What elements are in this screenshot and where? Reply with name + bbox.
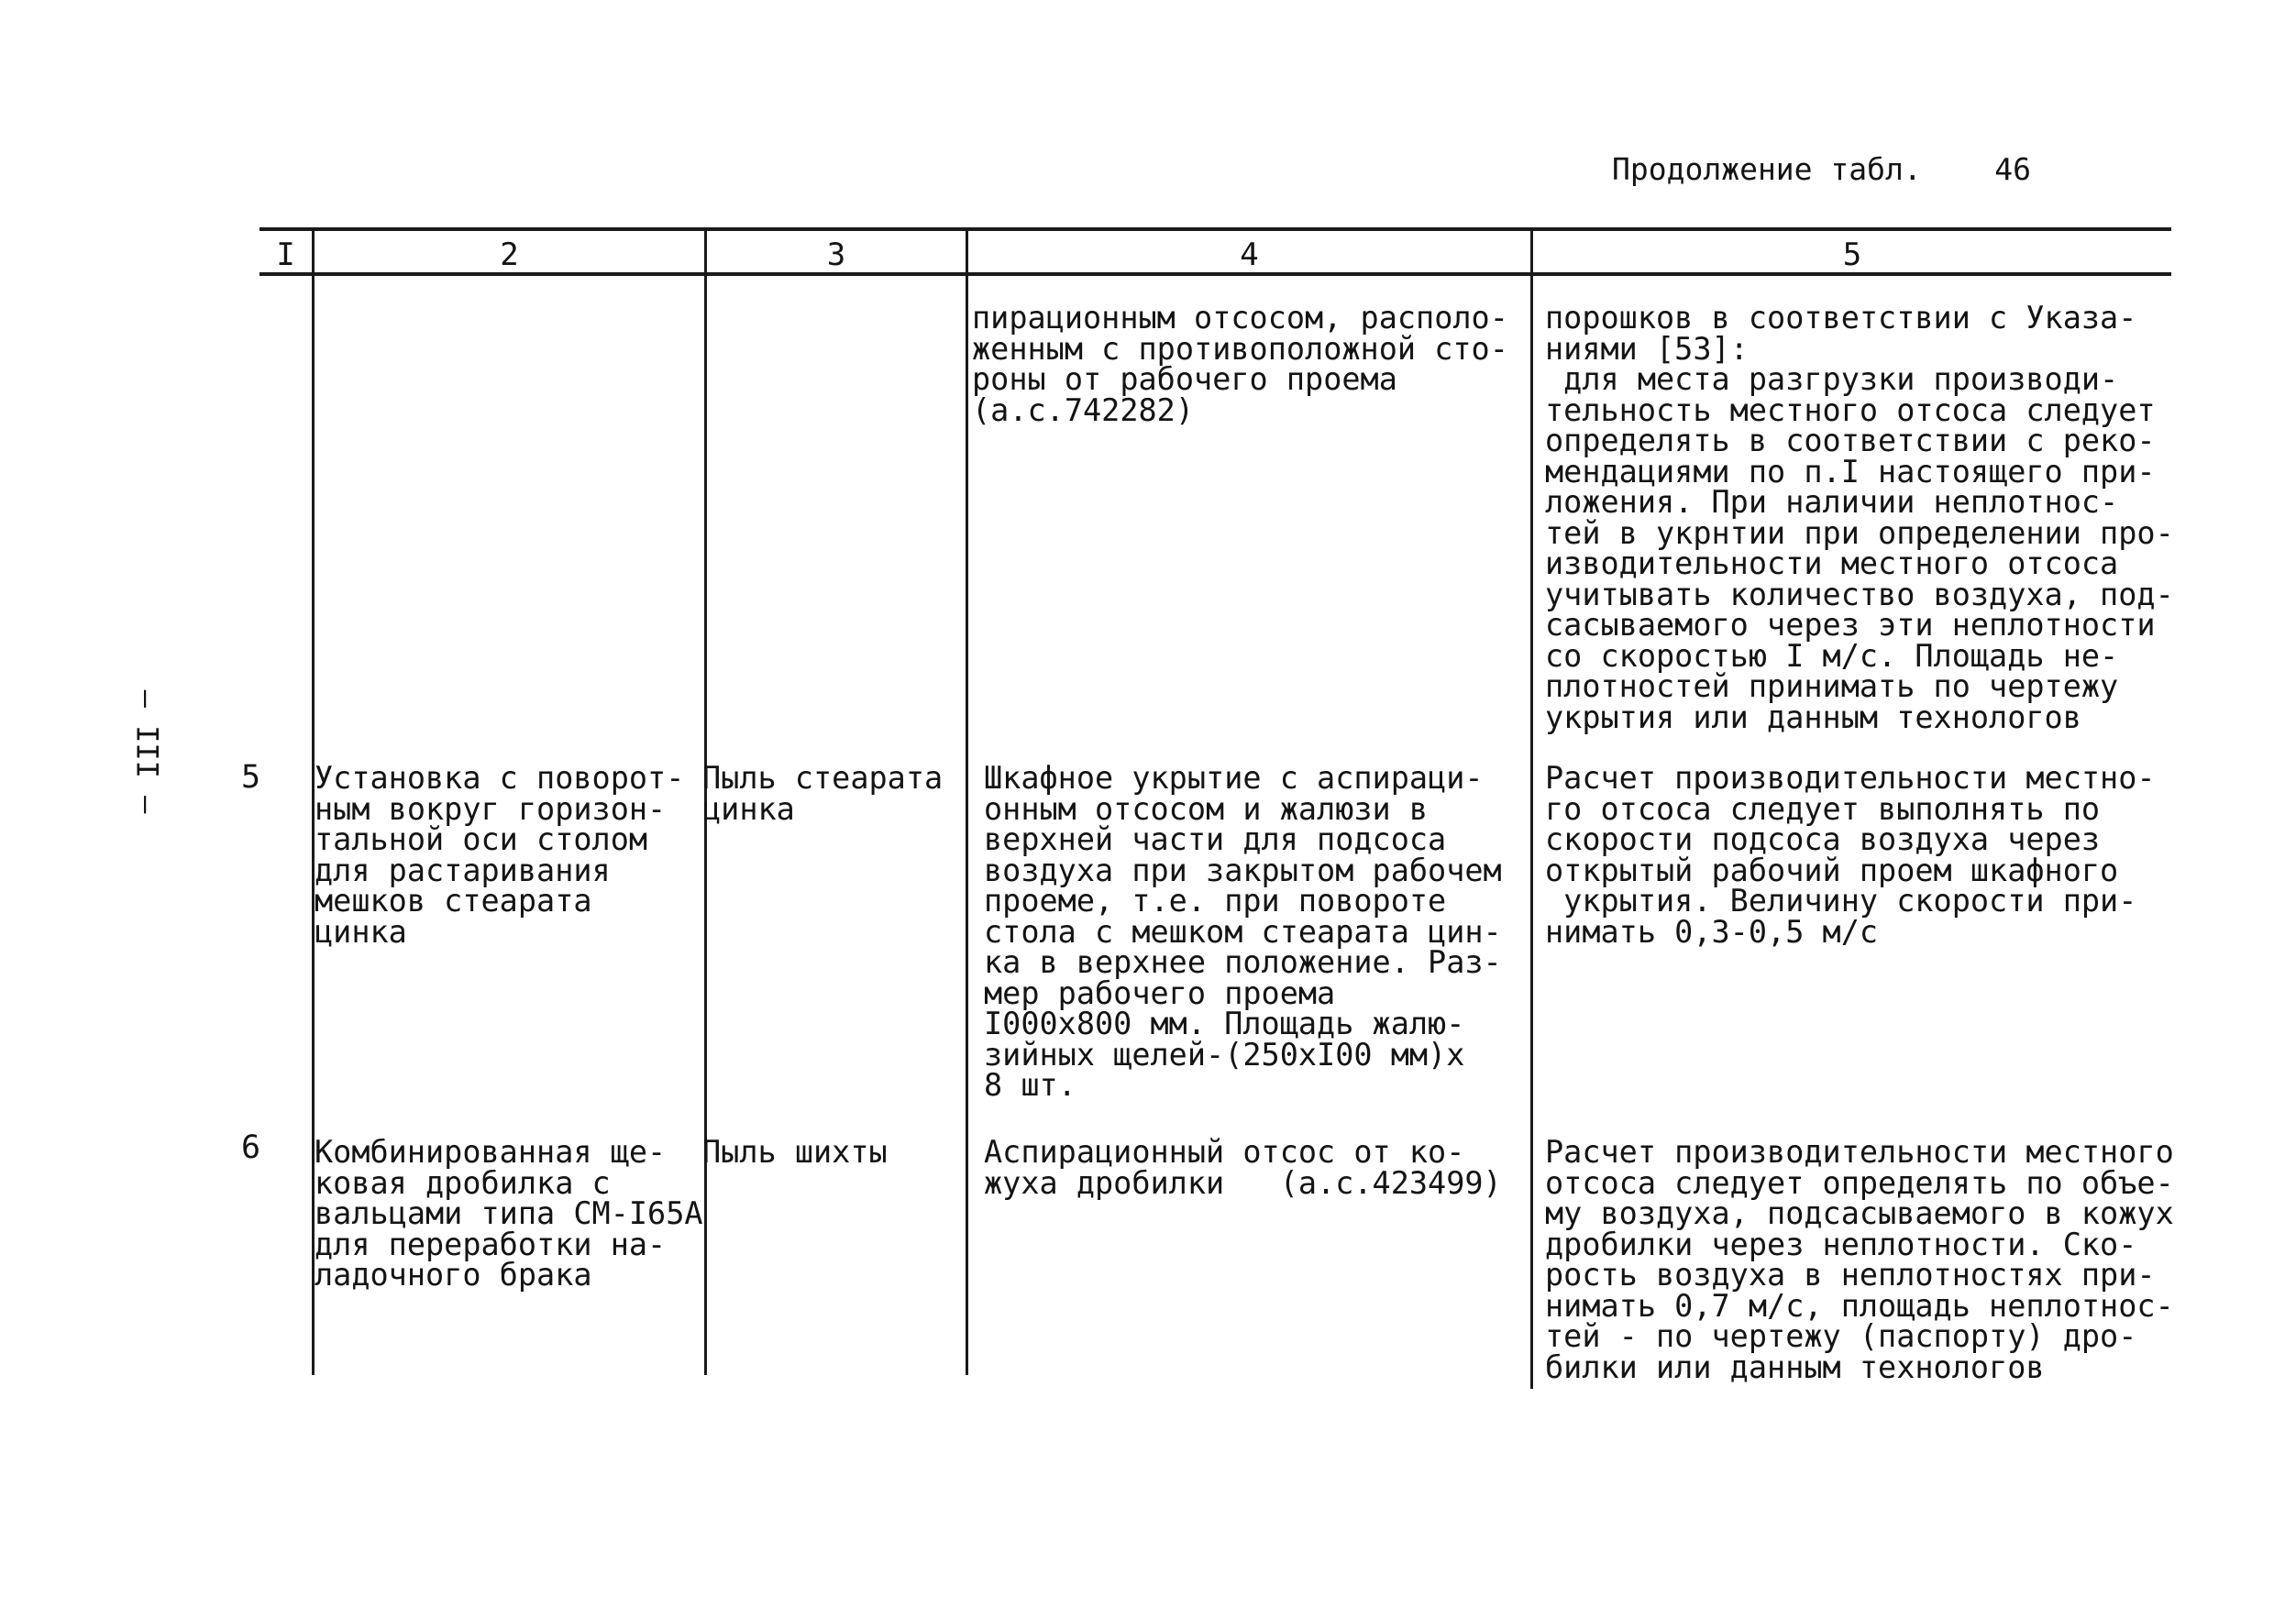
side-page-number-text: — III — xyxy=(129,689,165,814)
row2-col4-text: Шкафное укрытие с аспираци- онным отсосом и жалюзи в верхней части для подсоса воздуха при закрытом рабочем проеме, т.е. при повороте стола с мешком стеарата цин- ка в верхнее положение. Раз- мер рабочего проема I000x800 мм. Площадь жалю- зийных щелей-(250xI00 мм)x 8 шт. xyxy=(984,760,1502,1103)
row3-col4-text: Аспирационный отсос от ко- жуха дробилки (а.с.423499) xyxy=(984,1134,1502,1201)
row3-col2-text: Комбинированная ще- ковая дробилка с вальцами типа СМ-I65А для переработки на- ладочного брака xyxy=(315,1134,703,1293)
table-top-rule xyxy=(259,227,2171,231)
row3-number: 6 xyxy=(241,1129,261,1166)
header-col-1: I xyxy=(276,237,295,273)
row2-col2-text: Установка с поворот- ным вокруг горизон- тальной оси столом для растаривания мешков стеарата цинка xyxy=(315,760,685,950)
header-col-4: 4 xyxy=(1240,237,1259,273)
row2-col5-text: Расчет производительности местно- го отсоса следует выполнять по скорости подсоса воздуха через открытый рабочий проем шкафного укрытия. Величину скорости при- нимать 0,3-0,5 м/с xyxy=(1545,760,2156,950)
header-col-3: 3 xyxy=(826,237,846,273)
table-continuation-caption xyxy=(1612,151,2031,187)
row3-col3-text: Пыль шихты xyxy=(702,1134,888,1170)
header-col-2: 2 xyxy=(500,237,519,273)
row2-col3-text: Пыль стеарата цинка xyxy=(702,760,944,827)
side-page-number xyxy=(128,674,165,830)
row2-number: 5 xyxy=(241,759,261,796)
column-divider-4 xyxy=(1530,229,1533,1389)
column-divider-3 xyxy=(966,229,968,1375)
row1-col5-text: порошков в соответствии с Указа- ниями [53]: для места разгрузки производи- тельность местного отсоса следует определять в соответствии с реко- мендациями по п.I настоящего при- ложения. При наличии неплотнос- тей в укрнтии при определении про- изводительности местного отсоса учитывать количество воздуха, под- сасываемого через эти неплотности со скоростью I м/с. Площадь не- плотностей принимать по чертежу укрытия или данным технологов xyxy=(1545,300,2174,735)
header-col-5: 5 xyxy=(1842,237,1862,273)
row3-col5-text: Расчет производительности местного отсоса следует определять по объе- му воздуха, подсасываемого в кожух дробилки через неплотности. Ско- рость воздуха в неплотностях при- нимать 0,7 м/с, площадь неплотнос- тей - по чертежу (паспорту) дро- билки или данным технологов xyxy=(1545,1134,2174,1385)
table-number: 46 xyxy=(1994,151,2031,187)
caption-text: Продолжение табл. xyxy=(1612,151,1922,187)
row1-col4-text: пирационным отсосом, располо- женным с противоположной сто- роны от рабочего проема (а.с.742282) xyxy=(972,300,1508,428)
